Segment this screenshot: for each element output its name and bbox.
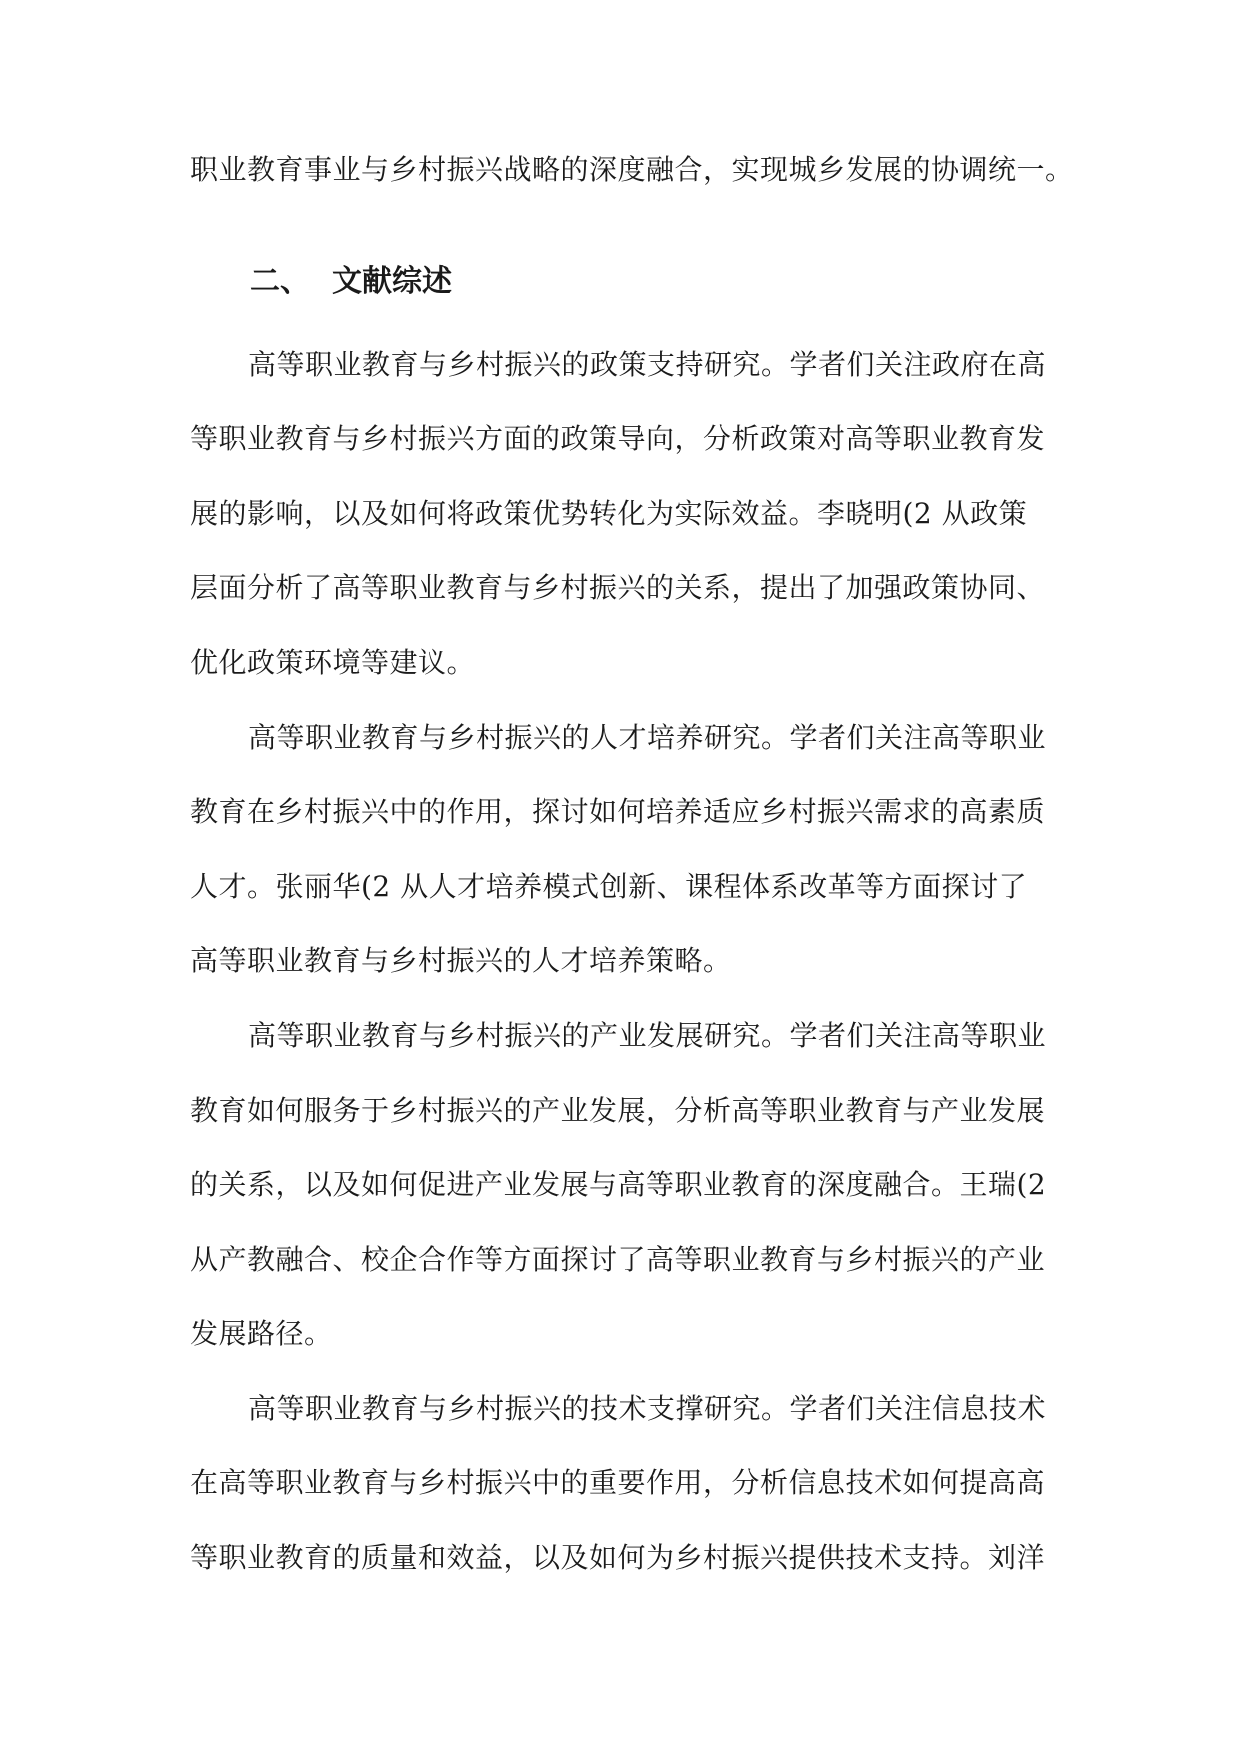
text-line: 从产教融合、校企合作等方面探讨了高等职业教育与乡村振兴的产业 (190, 1243, 1046, 1276)
text-line: 层面分析了高等职业教育与乡村振兴的关系，提出了加强政策协同、 (190, 571, 1046, 604)
text-line: 发展路径。 (190, 1317, 333, 1350)
paragraph-first-line: 高等职业教育与乡村振兴的政策支持研究。学者们关注政府在高 (248, 348, 1047, 381)
paragraph-first-line: 高等职业教育与乡村振兴的人才培养研究。学者们关注高等职业 (248, 721, 1047, 754)
text-line: 人才。张丽华(2 从人才培养模式创新、课程体系改革等方面探讨了 (190, 870, 1028, 903)
paragraph-first-line: 高等职业教育与乡村振兴的技术支撑研究。学者们关注信息技术 (248, 1392, 1047, 1425)
text-line: 等职业教育与乡村振兴方面的政策导向，分析政策对高等职业教育发 (190, 422, 1046, 455)
section-heading (250, 262, 452, 302)
paragraph-first-line: 高等职业教育与乡村振兴的产业发展研究。学者们关注高等职业 (248, 1019, 1047, 1052)
text-line: 教育在乡村振兴中的作用，探讨如何培养适应乡村振兴需求的高素质 (190, 795, 1046, 828)
text-line: 的关系，以及如何促进产业发展与高等职业教育的深度融合。王瑞(2 (190, 1168, 1047, 1201)
text-line: 等职业教育的质量和效益，以及如何为乡村振兴提供技术支持。刘洋 (190, 1541, 1046, 1574)
text-line: 在高等职业教育与乡村振兴中的重要作用，分析信息技术如何提高高 (190, 1466, 1046, 1499)
text-line: 优化政策环境等建议。 (190, 646, 476, 679)
text-line: 教育如何服务于乡村振兴的产业发展，分析高等职业教育与产业发展 (190, 1094, 1046, 1127)
text-line: 职业教育事业与乡村振兴战略的深度融合，实现城乡发展的协调统一。 (190, 153, 1074, 186)
section-number: 二、 (250, 264, 310, 299)
text-line: 高等职业教育与乡村振兴的人才培养策略。 (190, 944, 732, 977)
section-title: 文献综述 (332, 264, 452, 299)
text-line: 展的影响，以及如何将政策优势转化为实际效益。李晓明(2 从政策 (190, 497, 1028, 530)
